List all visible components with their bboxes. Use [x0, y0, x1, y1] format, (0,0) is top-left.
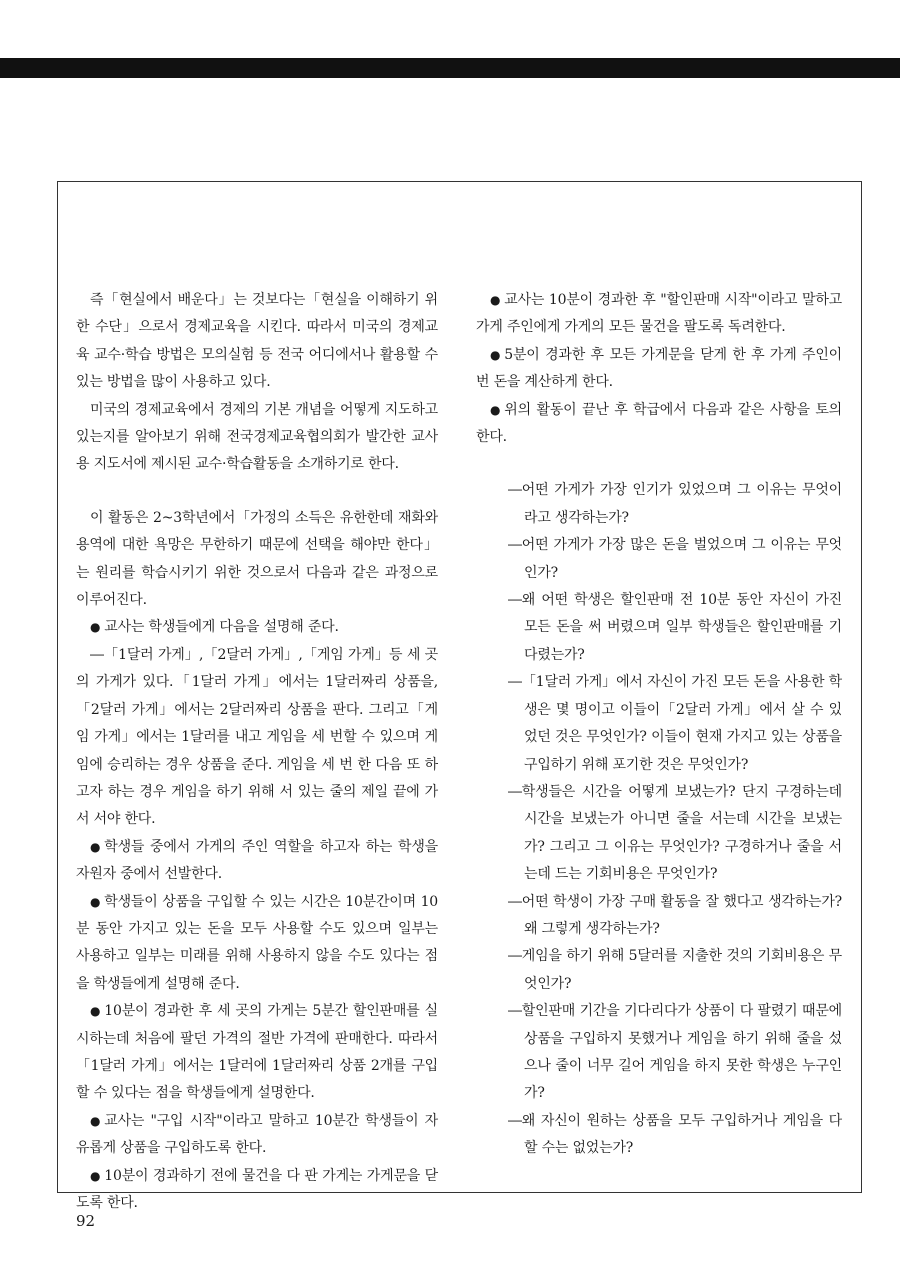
bullet-item: ● 학생들 중에서 가게의 주인 역할을 하고자 하는 학생을 자원자 중에서 선발한다.: [76, 834, 438, 889]
intro-paragraph-1: 즉「현실에서 배운다」는 것보다는「현실을 이해하기 위한 수단」으로서 경제교육을 시킨다. 따라서 미국의 경제교육 교수·학습 방법은 모의실험 등 전국 어디에서나 활용할 수 있는 방법을 많이 사용하고 있다.: [76, 292, 438, 391]
bullet-icon: ●: [490, 347, 501, 362]
right-column: [476, 287, 842, 1163]
bullet-icon: ●: [490, 293, 501, 307]
bullet-item: ● 10분이 경과한 후 세 곳의 가게는 5분간 할인판매를 실시하는데 처음에 팔던 가격의 절반 가격에 판매한다. 따라서「1달러 가게」에서는 1달러에 1달러짜리 상품 2개를 구입할 수 있다는 점을 학생들에게 설명한다.: [76, 998, 438, 1108]
bullet-item: ● 교사는 학생들에게 다음을 설명해 준다.: [76, 614, 438, 641]
page-number: 92: [76, 1212, 96, 1230]
bullet-item: ● 위의 활동이 끝난 후 학급에서 다음과 같은 사항을 토의한다.: [476, 397, 842, 452]
intro-paragraph-2: 미국의 경제교육에서 경제의 기본 개념을 어떻게 지도하고 있는지를 알아보기 위해 전국경제교육협의회가 발간한 교사용 지도서에 제시된 교수·학습활동을 소개하기로 한다.: [76, 401, 438, 473]
top-header-bar: [0, 58, 900, 78]
activity-paragraph: 이 활동은 2~3학년에서「가정의 소득은 유한한데 재화와 용역에 대한 욕망은 무한하기 때문에 선택을 해야만 한다」는 원리를 학습시키기 위한 것으로서 다음과 같은 과정으로 이루어진다.: [76, 509, 438, 609]
question-item: ―왜 어떤 학생은 할인판매 전 10분 동안 자신이 가진 모든 돈을 써 버렸으며 일부 학생들은 할인판매를 기다렸는가?: [508, 592, 842, 663]
bullet-item: ● 10분이 경과하기 전에 물건을 다 판 가게는 가게문을 닫도록 한다.: [76, 1163, 438, 1218]
dash-item: ―「1달러 가게」,「2달러 가게」,「게임 가게」등 세 곳의 가게가 있다.「1달러 가게」에서는 1달러짜리 상품을,「2달러 가게」에서는 2달러짜리 상품을 판다. 그리고「게임 가게」에서는 1달러를 내고 게임을 세 번할 수 있으며 게임에 승리하는 경우 상품을 준다. 게임을 세 번 한 다음 또 하고자 하는 경우 게임을 하기 위해 서 있는 줄의 제일 끝에 가서 서야 한다.: [76, 646, 438, 828]
bullet-item: ● 교사는 10분이 경과한 후 "할인판매 시작"이라고 말하고 가게 주인에게 가게의 모든 물건을 팔도록 독려한다.: [476, 287, 842, 342]
bullet-icon: ●: [90, 620, 101, 635]
bullet-icon: ●: [90, 1113, 101, 1128]
question-item: ―어떤 가게가 가장 인기가 있었으며 그 이유는 무엇이라고 생각하는가?: [508, 482, 842, 526]
bullet-icon: ●: [490, 402, 501, 417]
question-item: ―할인판매 기간을 기다리다가 상품이 다 팔렸기 때문에 상품을 구입하지 못했거나 게임을 하기 위해 줄을 섰으나 줄이 너무 길어 게임을 하지 못한 학생은 누구인가?: [508, 1003, 842, 1102]
question-item: ―학생들은 시간을 어떻게 보냈는가? 단지 구경하는데 시간을 보냈는가 아니면 줄을 서는데 시간을 보냈는가? 그리고 그 이유는 무엇인가? 구경하거나 줄을 서는데 드는 기회비용은 무엇인가?: [508, 783, 842, 883]
bullet-icon: ●: [90, 1168, 101, 1183]
question-item: ―왜 자신이 원하는 상품을 모두 구입하거나 게임을 다 할 수는 없었는가?: [508, 1112, 842, 1157]
bullet-item: ● 교사는 "구입 시작"이라고 말하고 10분간 학생들이 자유롭게 상품을 구입하도록 한다.: [76, 1108, 438, 1163]
bullet-icon: ●: [90, 1004, 101, 1019]
question-item: ―게임을 하기 위해 5달러를 지출한 것의 기회비용은 무엇인가?: [508, 948, 842, 992]
question-item: ―어떤 가게가 가장 많은 돈을 벌었으며 그 이유는 무엇인가?: [508, 537, 842, 581]
discussion-questions: [476, 477, 842, 1162]
bullet-icon: ●: [90, 894, 101, 909]
bullet-icon: ●: [90, 839, 101, 854]
bullet-item: ● 학생들이 상품을 구입할 수 있는 시간은 10분간이며 10분 동안 가지고 있는 돈을 모두 사용할 수도 있으며 일부는 사용하고 일부는 미래를 위해 사용하지 않을 수도 있다는 점을 학생들에게 설명해 준다.: [76, 889, 438, 999]
left-column: [76, 287, 438, 1217]
question-item: ―「1달러 가게」에서 자신이 가진 모든 돈을 사용한 학생은 몇 명이고 이들이「2달러 가게」에서 살 수 있었던 것은 무엇인가? 이들이 현재 가지고 있는 상품을 구입하기 위해 포기한 것은 무엇인가?: [508, 674, 842, 773]
bullet-item: ● 5분이 경과한 후 모든 가게문을 닫게 한 후 가게 주인이 번 돈을 계산하게 한다.: [476, 342, 842, 397]
question-item: ―어떤 학생이 가장 구매 활동을 잘 했다고 생각하는가? 왜 그렇게 생각하는가?: [508, 893, 842, 937]
